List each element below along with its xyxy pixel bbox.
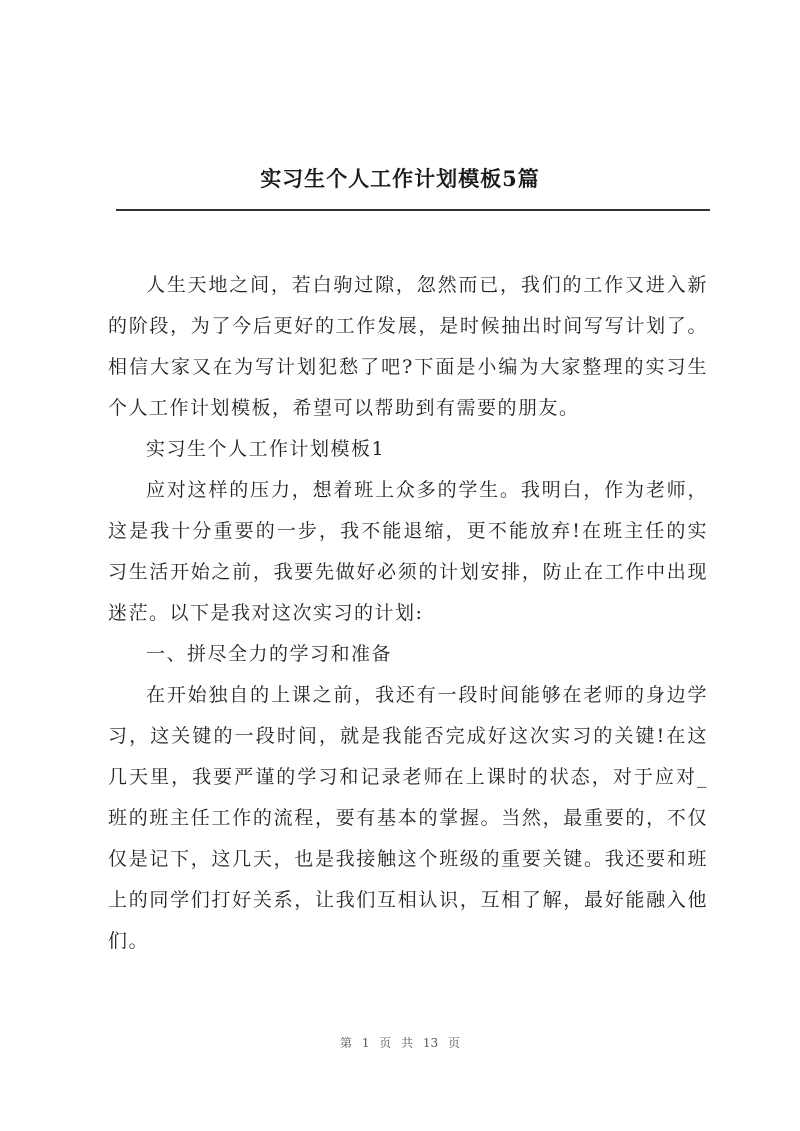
document-body [108,265,708,962]
section-heading-template-1: 实习生个人工作计划模板1 [146,438,386,460]
document-title: 实习生个人工作计划模板5篇 [260,166,540,191]
body-paragraph: 在开始独自的上课之前，我还有一段时间能够在老师的身边学习，这关键的一段时间，就是我能否完成好这次实习的关键!在这几天里，我要严谨的学习和记录老师在上课时的状态，对于应对_班的班主任工作的流程，要有基本的掌握。当然，最重要的，不仅仅是记下，这几天，也是我接触这个班级的重要关键。我还要和班上的同学们打好关系，让我们互相认识，互相了解，最好能融入他们。 [108,684,708,952]
subsection-heading: 一、拼尽全力的学习和准备 [146,643,393,665]
body-paragraph: 应对这样的压力，想着班上众多的学生。我明白，作为老师，这是我十分重要的一步，我不能退缩，更不能放弃!在班主任的实习生活开始之前，我要先做好必须的计划安排，防止在工作中出现迷茫。以下是我对这次实习的计划: [108,479,708,624]
title-divider [116,209,710,211]
page-number-footer: 第 1 页 共 13 页 [340,1036,460,1050]
intro-paragraph: 人生天地之间，若白驹过隙，忽然而已，我们的工作又进入新的阶段，为了今后更好的工作发展，是时候抽出时间写写计划了。相信大家又在为写计划犯愁了吧?下面是小编为大家整理的实习生个人工作计划模板，希望可以帮助到有需要的朋友。 [108,274,708,419]
